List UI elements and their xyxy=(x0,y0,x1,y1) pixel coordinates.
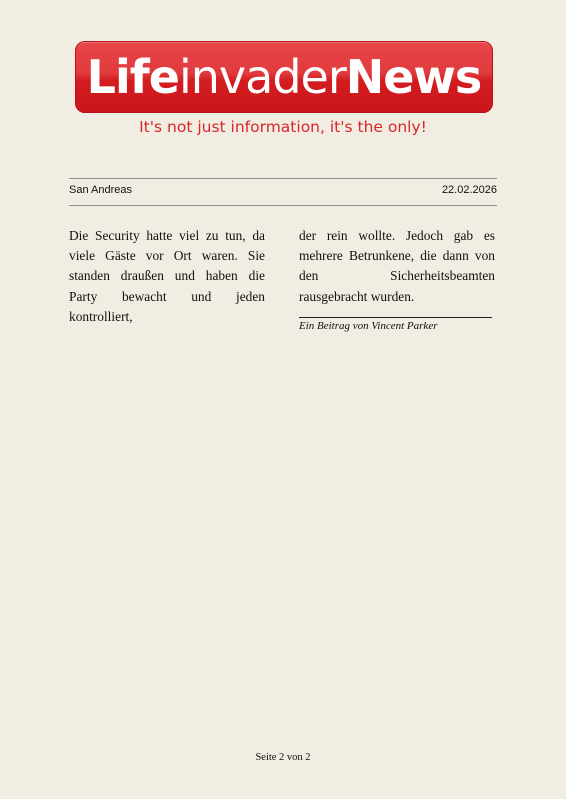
masthead-word-invader: invader xyxy=(178,50,346,104)
dateline xyxy=(69,184,497,196)
top-divider xyxy=(69,178,497,179)
bottom-divider xyxy=(69,205,497,206)
signature-line xyxy=(299,317,492,318)
masthead-tagline: It's not just information, it's the only! xyxy=(139,118,427,136)
dateline-location: San Andreas xyxy=(69,184,132,196)
dateline-date: 22.02.2026 xyxy=(441,184,497,196)
masthead-word-news: News xyxy=(345,50,482,104)
article-byline: Ein Beitrag von Vincent Parker xyxy=(299,320,438,332)
masthead-word-life: Life xyxy=(86,50,179,104)
article-column-left: Die Security hatte viel zu tun, da viele Gäste vor Ort waren. Sie standen draußen und haben die Party bewacht und jeden kontrolliert, xyxy=(69,228,265,324)
article-column-right: der rein wollte. Jedoch gab es mehrere Betrunkene, die dann von den Sicherheitsbeamten rausgebracht wurden. xyxy=(299,228,495,304)
masthead-logo xyxy=(75,41,493,113)
page-number: Seite 2 von 2 xyxy=(255,752,311,763)
